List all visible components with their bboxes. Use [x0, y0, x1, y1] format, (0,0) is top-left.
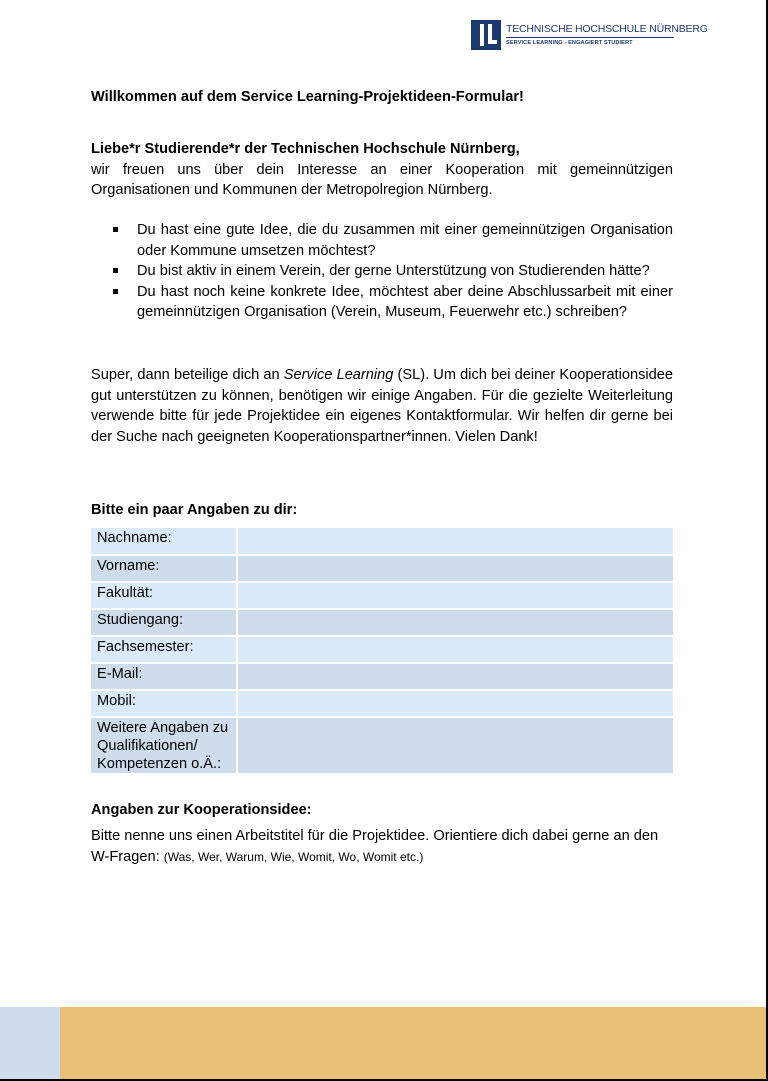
- logo-divider: [506, 37, 674, 38]
- logo-subtitle: SERVICE LEARNING - ENGAGIERT STUDIERT: [506, 40, 633, 46]
- field-label-nachname: Nachname:: [91, 528, 237, 555]
- w-questions-hint: (Was, Wer, Warum, Wie, Womit, Wo, Womit etc.): [163, 849, 424, 864]
- footer-band-orange: [60, 1007, 766, 1079]
- cooperation-heading: Angaben zur Kooperationsidee:: [91, 802, 312, 818]
- personal-info-table: [91, 528, 673, 775]
- greeting-paragraph: [91, 139, 673, 201]
- service-learning-emphasis: Service Learning: [283, 367, 394, 383]
- field-label-fakultaet: Fakultät:: [91, 582, 237, 609]
- field-label-fachsemester: Fachsemester:: [91, 636, 237, 663]
- personal-info-heading: Bitte ein paar Angaben zu dir:: [91, 502, 298, 518]
- bullet-list: [113, 220, 673, 323]
- cooperation-paragraph: Bitte nenne uns einen Arbeitstitel für die Projektidee. Orientiere dich dabei gerne an den W-Fragen: (Was, Wer, Warum, Wie, Womit, Wo, Womit etc.): [91, 828, 659, 865]
- field-label-email: E-Mail:: [91, 663, 237, 690]
- list-item: Du hast noch keine konkrete Idee, möchtest aber deine Abschlussarbeit mit einer gemeinnützigen Organisation (Verein, Museum, Feuerwehr etc.) schreiben?: [113, 282, 673, 323]
- table-row: [91, 663, 673, 690]
- bullet-icon: [113, 227, 118, 232]
- field-email[interactable]: [237, 663, 673, 690]
- logo-title: TECHNISCHE HOCHSCHULE NÜRNBERG: [506, 23, 708, 35]
- bullet-icon: [113, 268, 118, 273]
- field-mobil[interactable]: [237, 690, 673, 717]
- table-row: [91, 690, 673, 717]
- table-row: [91, 555, 673, 582]
- table-row: [91, 717, 673, 774]
- footer-band-blue: [0, 1007, 60, 1079]
- table-row: [91, 636, 673, 663]
- field-label-mobil: Mobil:: [91, 690, 237, 717]
- service-learning-paragraph: Super, dann beteilige dich an Service Learning (SL). Um dich bei deiner Kooperationsidee gut unterstützen zu können, benötigen wir einige Angaben. Für die gezielte Weiterleitung verwende bitte für jede Projektidee ein eigenes Kontaktformular. Wir helfen dir gerne bei der Suche nach geeigneten Kooperationspartner*innen. Vielen Dank!: [91, 367, 673, 445]
- list-item: Du hast eine gute Idee, die du zusammen mit einer gemeinnützigen Organisation oder Kommune umsetzen möchtest?: [113, 220, 673, 261]
- field-weitere-angaben[interactable]: [237, 717, 673, 774]
- list-item: Du bist aktiv in einem Verein, der gerne Unterstützung von Studierenden hätte?: [113, 261, 673, 282]
- salutation: Liebe*r Studierende*r der Technischen Hochschule Nürnberg,: [91, 141, 520, 157]
- university-logo: [471, 20, 708, 50]
- field-label-weitere-angaben: Weitere Angaben zu Qualifikationen/ Kompetenzen o.Ä.:: [91, 717, 237, 774]
- intro-text: wir freuen uns über dein Interesse an einer Kooperation mit gemeinnützigen Organisationen und Kommunen der Metropolregion Nürnberg.: [91, 161, 673, 198]
- bullet-icon: [113, 289, 118, 294]
- welcome-heading: Willkommen auf dem Service Learning-Projektideen-Formular!: [91, 89, 524, 105]
- field-studiengang[interactable]: [237, 609, 673, 636]
- field-nachname[interactable]: [237, 528, 673, 555]
- table-row: [91, 582, 673, 609]
- field-fachsemester[interactable]: [237, 636, 673, 663]
- field-fakultaet[interactable]: [237, 582, 673, 609]
- table-row: [91, 528, 673, 555]
- table-row: [91, 609, 673, 636]
- field-label-vorname: Vorname:: [91, 555, 237, 582]
- th-logo-icon: [471, 20, 501, 50]
- field-label-studiengang: Studiengang:: [91, 609, 237, 636]
- field-vorname[interactable]: [237, 555, 673, 582]
